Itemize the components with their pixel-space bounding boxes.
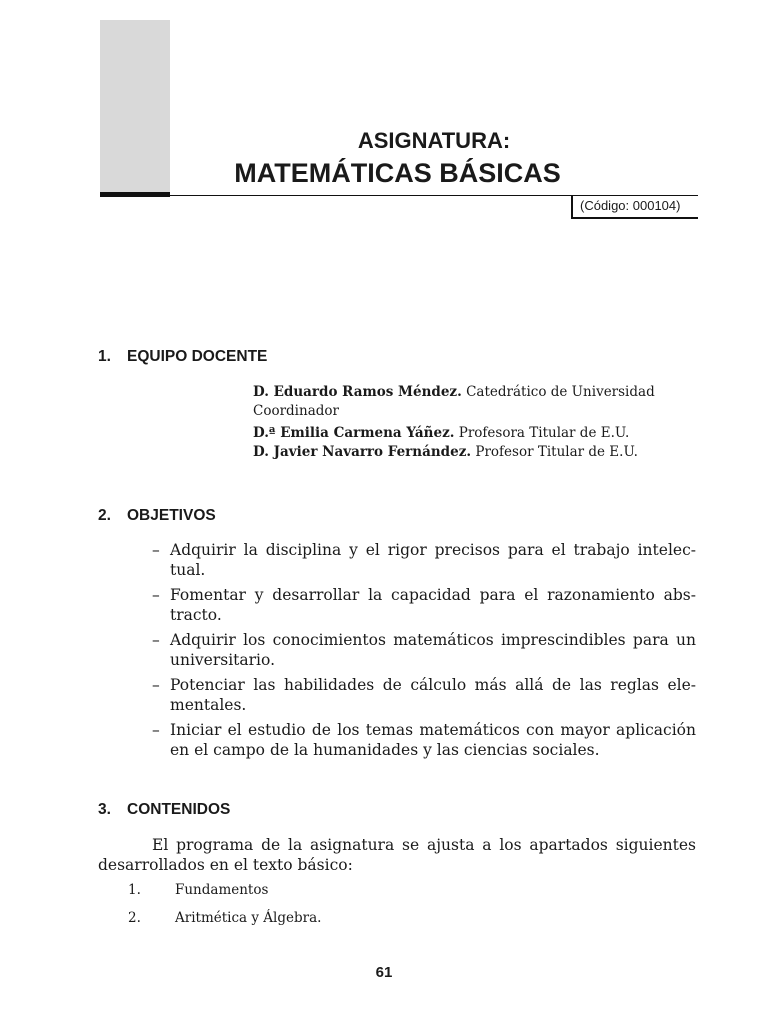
section-number: 1.: [98, 348, 111, 365]
title-line-1: ASIGNATURA:: [357, 128, 511, 153]
objective-item: [152, 585, 696, 625]
section-title: CONTENIDOS: [127, 801, 231, 818]
objective-text: Fomentar y desarrollar la capacidad para el razonamiento abs-tracto.: [170, 586, 696, 624]
contents-list: [128, 881, 321, 937]
objective-item: [152, 675, 696, 715]
section-title: OBJETIVOS: [127, 507, 216, 524]
staff-role: Catedrático de Universidad: [466, 384, 655, 400]
staff-extra: Coordinador: [253, 403, 339, 419]
title-line-2: MATEMÁTICAS BÁSICAS: [234, 158, 561, 188]
section-number: 2.: [98, 507, 111, 524]
contents-item-number: 1.: [128, 882, 141, 898]
staff-role: Profesora Titular de E.U.: [458, 425, 630, 441]
contents-item: [128, 909, 321, 928]
section-heading-objetivos: [98, 507, 216, 525]
staff-member: [253, 443, 703, 462]
objective-item: [152, 630, 696, 670]
objective-dash: –: [152, 721, 160, 739]
staff-member: [253, 424, 703, 443]
objectives-list: [152, 540, 696, 765]
objective-item: [152, 540, 696, 580]
contents-item-number: 2.: [128, 910, 141, 926]
contents-item: [128, 881, 321, 900]
objective-dash: –: [152, 631, 160, 649]
objective-dash: –: [152, 541, 160, 559]
section-heading-equipo-docente: [98, 348, 267, 366]
objective-text: Adquirir la disciplina y el rigor precisos para el trabajo intelec-tual.: [170, 541, 696, 579]
staff-member: [253, 383, 703, 402]
contents-intro: El programa de la asignatura se ajusta a los apartados siguientes desarrollados en el texto básico:: [98, 836, 696, 874]
objective-text: Potenciar las habilidades de cálculo más allá de las reglas ele-mentales.: [170, 676, 696, 714]
header-thick-rule: [100, 192, 170, 197]
staff-name: D. Eduardo Ramos Méndez.: [253, 384, 462, 400]
staff-name: D.ª Emilia Carmena Yáñez.: [253, 425, 455, 441]
page-number: 61: [375, 964, 393, 981]
section-title: EQUIPO DOCENTE: [127, 348, 268, 365]
contents-item-label: Fundamentos: [175, 882, 269, 898]
objective-text: Adquirir los conocimientos matemáticos imprescindibles para un universitario.: [170, 631, 696, 669]
course-code: (Código: 000104): [580, 198, 681, 213]
staff-name: D. Javier Navarro Fernández.: [253, 444, 472, 460]
contents-item-label: Aritmética y Álgebra.: [175, 910, 322, 926]
staff-role: Profesor Titular de E.U.: [475, 444, 638, 460]
section-number: 3.: [98, 801, 111, 818]
header-gray-block: [100, 20, 170, 194]
section-heading-contenidos: [98, 801, 230, 819]
objective-dash: –: [152, 676, 160, 694]
objective-dash: –: [152, 586, 160, 604]
staff-list: [253, 383, 703, 462]
objective-item: [152, 720, 696, 760]
objective-text: Iniciar el estudio de los temas matemáticos con mayor aplicación en el campo de la humanidades y las ciencias sociales.: [170, 721, 696, 759]
